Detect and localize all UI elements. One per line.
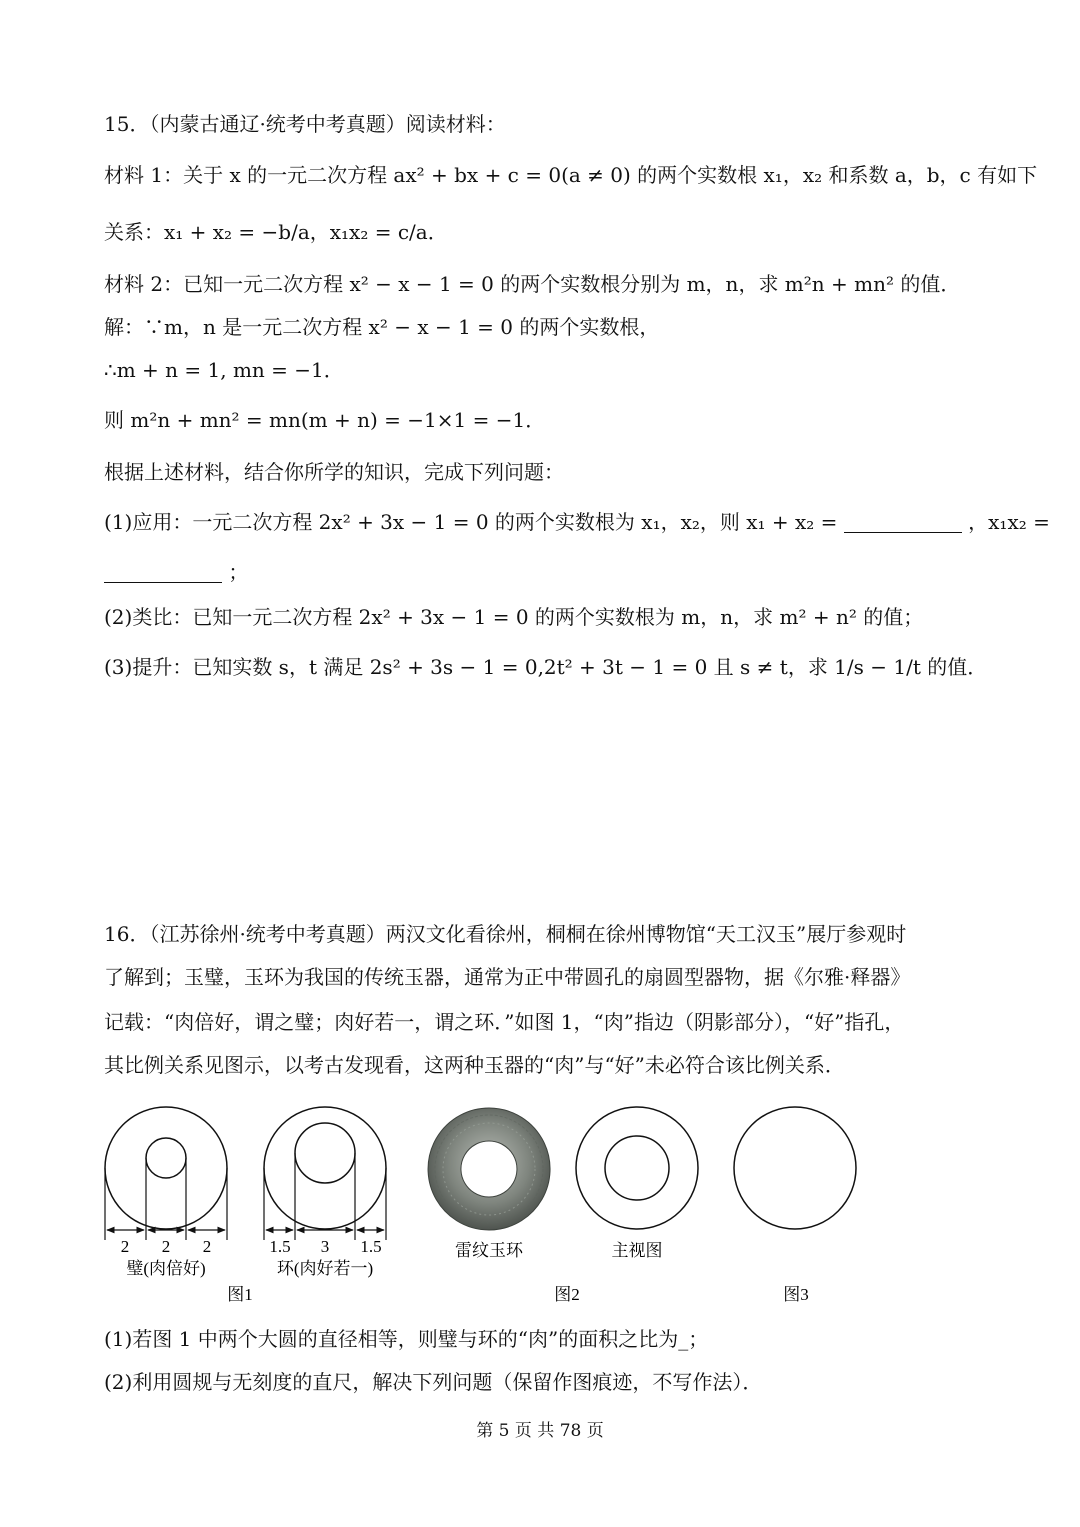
huan-label: 环(肉好若一)	[276, 1259, 374, 1278]
q16-line4: 其比例关系见图示，以考古发现看，这两种玉器的“肉”与“好”未必符合该比例关系．	[104, 1053, 845, 1077]
q16-part1: (1)若图 1 中两个大圆的直径相等，则璧与环的“肉”的面积之比为_；	[104, 1327, 709, 1351]
bi-inner-circle	[146, 1138, 186, 1178]
q15-intro: 根据上述材料，结合你所学的知识，完成下列问题：	[104, 460, 564, 484]
answer-blank-product[interactable]	[104, 562, 222, 583]
huan-inner-circle	[295, 1123, 355, 1183]
bi-dim-1: 2	[120, 1237, 130, 1256]
bi-dim-3: 2	[202, 1237, 212, 1256]
bi-diagram	[105, 1107, 227, 1278]
answer-blank-sum[interactable]	[844, 512, 962, 533]
front-view-inner-circle	[605, 1136, 669, 1200]
q16-line3: 记载：“肉倍好，谓之璧；肉好若一，谓之环．”如图 1，“肉”指边（阴影部分），“好”指孔，	[104, 1010, 905, 1034]
q15-part2: (2)类比：已知一元二次方程 2x² + 3x − 1 = 0 的两个实数根为 m，n，求 m² + n² 的值；	[104, 605, 924, 629]
q15-part1-mid: ，x₁x₂ =	[968, 510, 1050, 534]
q16-line2: 了解到；玉璧，玉环为我国的传统玉器，通常为正中带圆孔的扇圆型器物，据《尔雅·释器》	[104, 965, 911, 989]
q15-part1	[104, 510, 1050, 534]
huan-dim-2: 3	[320, 1237, 330, 1256]
bi-dim-2: 2	[161, 1237, 171, 1256]
bi-outer-circle	[105, 1107, 227, 1229]
huan-outer-circle	[264, 1107, 386, 1229]
figures-row	[0, 1090, 1080, 1315]
huan-diagram	[264, 1107, 386, 1278]
q15-header: 15．（内蒙古通辽·统考中考真题）阅读材料：	[104, 112, 506, 136]
q15-part1-cont	[104, 560, 248, 584]
q16-part2: (2)利用圆规与无刻度的直尺，解决下列问题（保留作图痕迹，不写作法）．	[104, 1370, 763, 1394]
fig1-caption: 图1	[227, 1285, 253, 1304]
q15-part1-end: ；	[228, 560, 249, 584]
fig3-circle	[734, 1107, 856, 1229]
front-view-label: 主视图	[611, 1241, 663, 1260]
fig3-caption: 图3	[783, 1285, 809, 1304]
bi-label: 璧(肉倍好)	[126, 1259, 206, 1278]
q15-material2: 材料 2：已知一元二次方程 x² − x − 1 = 0 的两个实数根分别为 m，n，求 m²n + mn² 的值．	[104, 272, 961, 296]
q16-line1: 16．（江苏徐州·统考中考真题）两汉文化看徐州，桐桐在徐州博物馆“天工汉玉”展厅参观时	[104, 922, 907, 946]
q15-material1-line2: 关系：x₁ + x₂ = −b/a，x₁x₂ = c/a．	[104, 220, 448, 244]
q15-solution-line1: 解：∵m，n 是一元二次方程 x² − x − 1 = 0 的两个实数根，	[104, 315, 660, 339]
q15-material1-line1: 材料 1：关于 x 的一元二次方程 ax² + bx + c = 0(a ≠ 0) 的两个实数根 x₁，x₂ 和系数 a，b，c 有如下	[104, 163, 1038, 187]
huan-dim-3: 1.5	[360, 1237, 382, 1256]
q15-part3: (3)提升：已知实数 s，t 满足 2s² + 3s − 1 = 0,2t² + 3t − 1 = 0 且 s ≠ t，求 1/s − 1/t 的值．	[104, 655, 988, 679]
jade-label: 雷纹玉环	[455, 1241, 523, 1260]
fig3-diagram	[734, 1107, 856, 1229]
front-view-diagram	[576, 1107, 698, 1260]
q15-part1-text: (1)应用：一元二次方程 2x² + 3x − 1 = 0 的两个实数根为 x₁，x₂，则 x₁ + x₂ =	[104, 510, 838, 534]
front-view-outer-circle	[576, 1107, 698, 1229]
fig2-caption: 图2	[554, 1285, 580, 1304]
q15-solution-line3: 则 m²n + mn² = mn(m + n) = −1×1 = −1．	[104, 408, 546, 432]
jade-ring-photo	[428, 1108, 550, 1260]
q15-solution-line2: ∴m + n = 1, mn = −1．	[104, 358, 344, 382]
page-footer: 第 5 页 共 78 页	[476, 1421, 604, 1441]
huan-dim-1: 1.5	[269, 1237, 291, 1256]
